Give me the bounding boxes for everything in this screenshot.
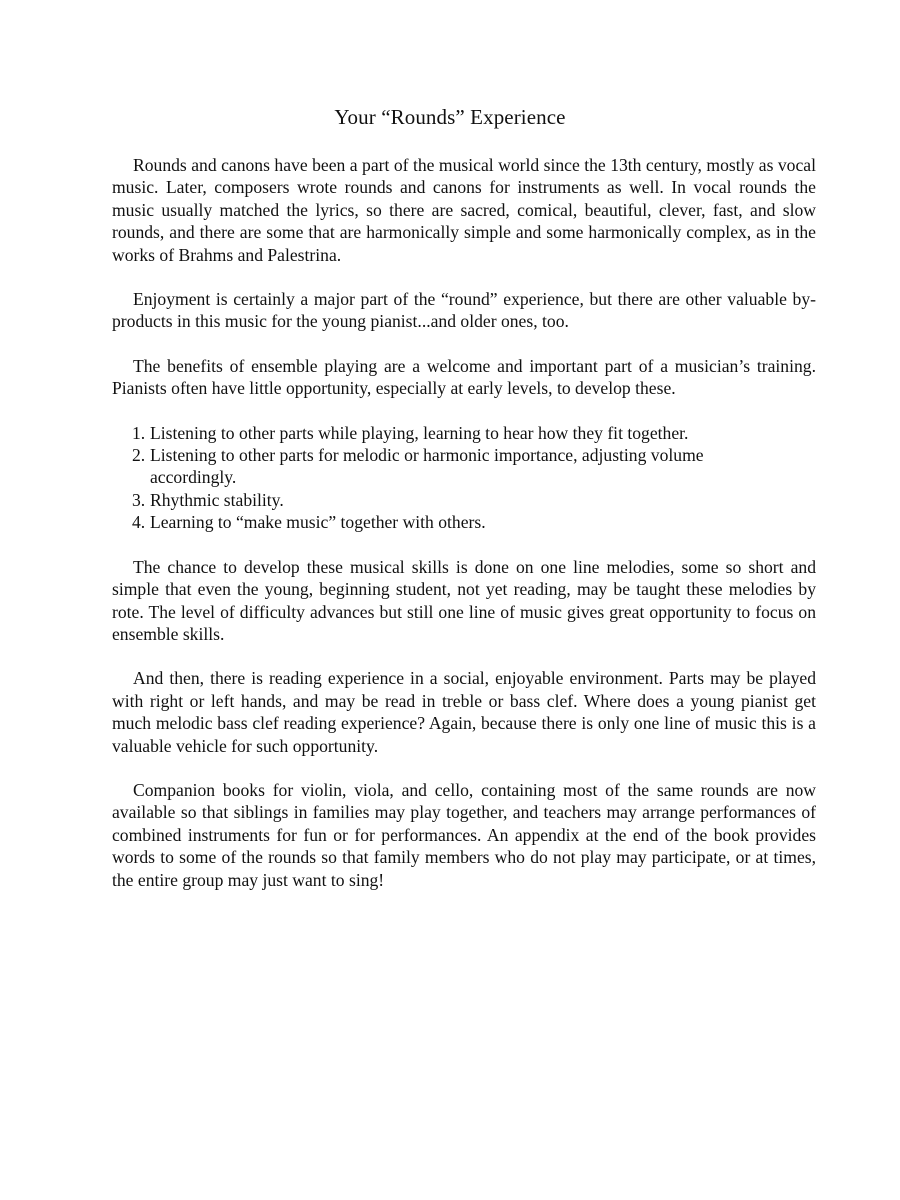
list-item-text: Listening to other parts while playing, learning to hear how they fit together. [150,422,689,443]
benefits-list [112,422,816,534]
list-item [132,511,816,533]
list-item-text: Listening to other parts for melodic or harmonic importance, adjusting volume accordingly. [150,445,704,488]
paragraph-companion-books: Companion books for violin, viola, and cello, containing most of the same rounds are now available so that siblings in families may play together, and teachers may arrange performances of combined instruments for fun or for performances. An appendix at the end of the book provides words to some of the rounds so that family members who do not play may participate, or at times, the entire group may just want to sing! [112,779,816,890]
list-item-number: 1. [132,422,146,443]
list-item [132,489,816,511]
list-item-text: Learning to “make music” together with others. [150,512,486,533]
paragraph-skills: The chance to develop these musical skills is done on one line melodies, some so short and simple that even the young, beginning student, not yet reading, may be taught these melodies by rote. The level of difficulty advances but still one line of music gives great opportunity to focus on ensemble skills. [112,556,816,644]
list-item-number: 2. [132,445,146,466]
document-body [112,154,816,913]
paragraph-benefits: The benefits of ensemble playing are a welcome and important part of a musician’s training. Pianists often have little opportunity, especially at early levels, to develop these. [112,355,816,399]
list-item-text: Rhythmic stability. [150,489,284,510]
paragraph-history: Rounds and canons have been a part of the musical world since the 13th century, mostly as vocal music. Later, composers wrote rounds and canons for instruments as well. In vocal rounds the music usually matched the lyrics, so there are sacred, comical, beautiful, clever, fast, and slow rounds, and there are some that are harmonically simple and some harmonically complex, as in the works of Brahms and Palestrina. [112,155,816,265]
paragraph-reading: And then, there is reading experience in a social, enjoyable environment. Parts may be played with right or left hands, and may be read in treble or bass clef. Where does a young pianist get much melodic bass clef reading experience? Again, because there is only one line of music this is a valuable vehicle for such opportunity. [112,668,816,756]
page-title: Your “Rounds” Experience [334,105,566,129]
paragraph-enjoyment: Enjoyment is certainly a major part of the “round” experience, but there are other valuable by-products in this music for the young pianist...and older ones, too. [112,289,816,332]
list-item [132,444,816,489]
list-item-number: 3. [132,489,146,510]
list-item [132,422,816,444]
list-item-number: 4. [132,512,146,533]
